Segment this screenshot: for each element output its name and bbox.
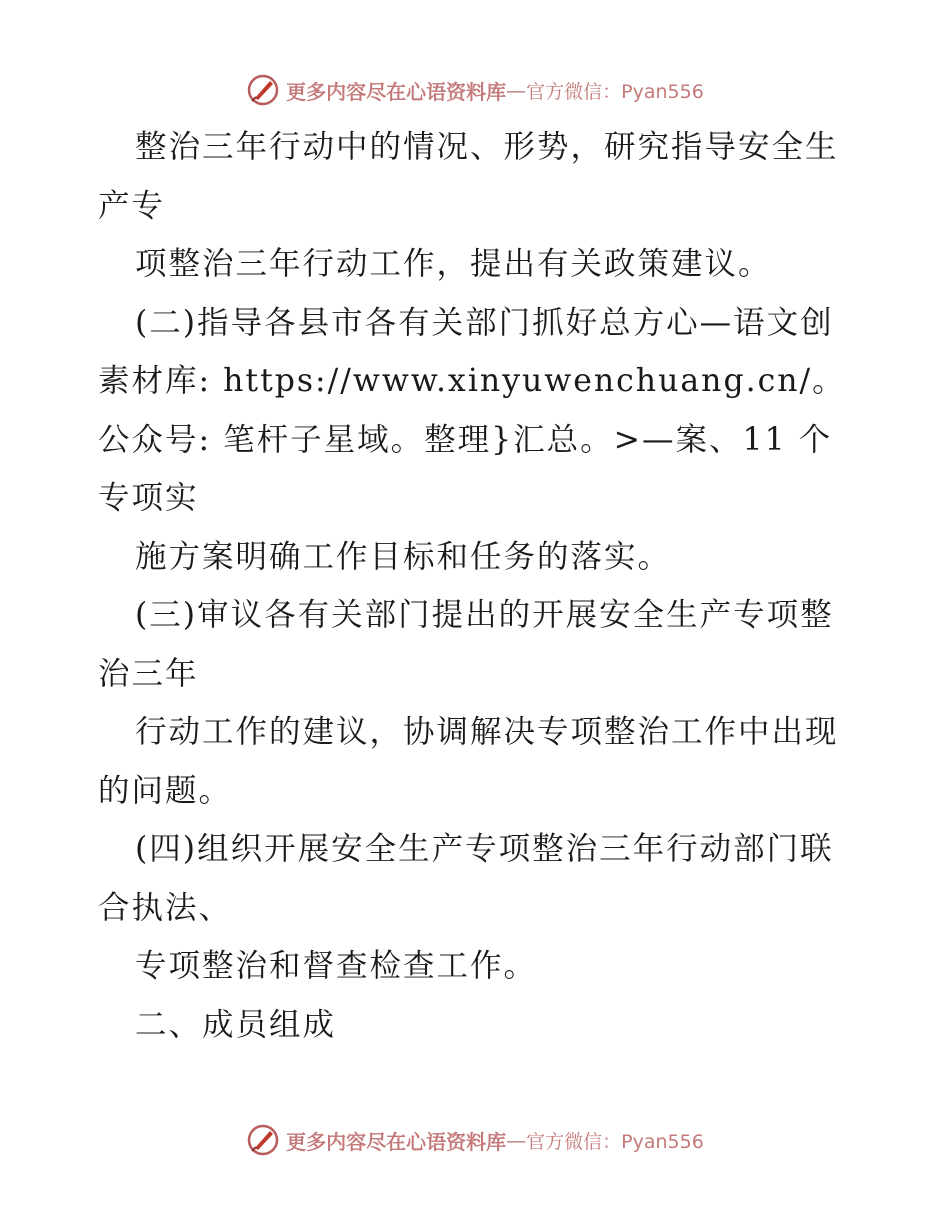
- footer-promo-text: 更多内容尽在心语资料库: [286, 1129, 507, 1154]
- section-heading: 二、成员组成: [135, 1006, 337, 1043]
- paragraph-3: (二)指导各县市各有关部门抓好总方心—语文创素材库: https://www.xinyuwenchuang.cn/。公众号: 笔杆子星域。整理}汇总。>—案、11 个专项实: [98, 304, 846, 516]
- paragraph-5: (三)审议各有关部门提出的开展安全生产专项整治三年: [98, 597, 834, 692]
- paragraph-4: 施方案明确工作目标和任务的落实。: [135, 538, 672, 575]
- footer-banner: [0, 1120, 950, 1160]
- footer-wechat-text: 官方微信：Pyan556: [526, 1130, 704, 1153]
- footer-dash: —: [506, 1128, 527, 1152]
- paragraph-6: 行动工作的建议，协调解决专项整治工作中出现的问题。: [98, 714, 839, 809]
- quill-pen-logo-icon: [246, 1123, 280, 1157]
- paragraph-1: 整治三年行动中的情况、形势，研究指导安全生产专: [98, 129, 839, 224]
- header-promo-text: 更多内容尽在心语资料库: [286, 79, 507, 104]
- paragraph-7: (四)组织开展安全生产专项整治三年行动部门联合执法、: [98, 831, 834, 926]
- paragraph-2: 项整治三年行动工作，提出有关政策建议。: [135, 246, 772, 282]
- header-dash: —: [506, 78, 527, 102]
- header-wechat-text: 官方微信：Pyan556: [526, 80, 704, 103]
- quill-pen-logo-icon: [246, 73, 280, 107]
- document-body: [98, 118, 858, 1054]
- paragraph-8: 专项整治和督查检查工作。: [135, 948, 538, 984]
- header-banner: [0, 70, 950, 110]
